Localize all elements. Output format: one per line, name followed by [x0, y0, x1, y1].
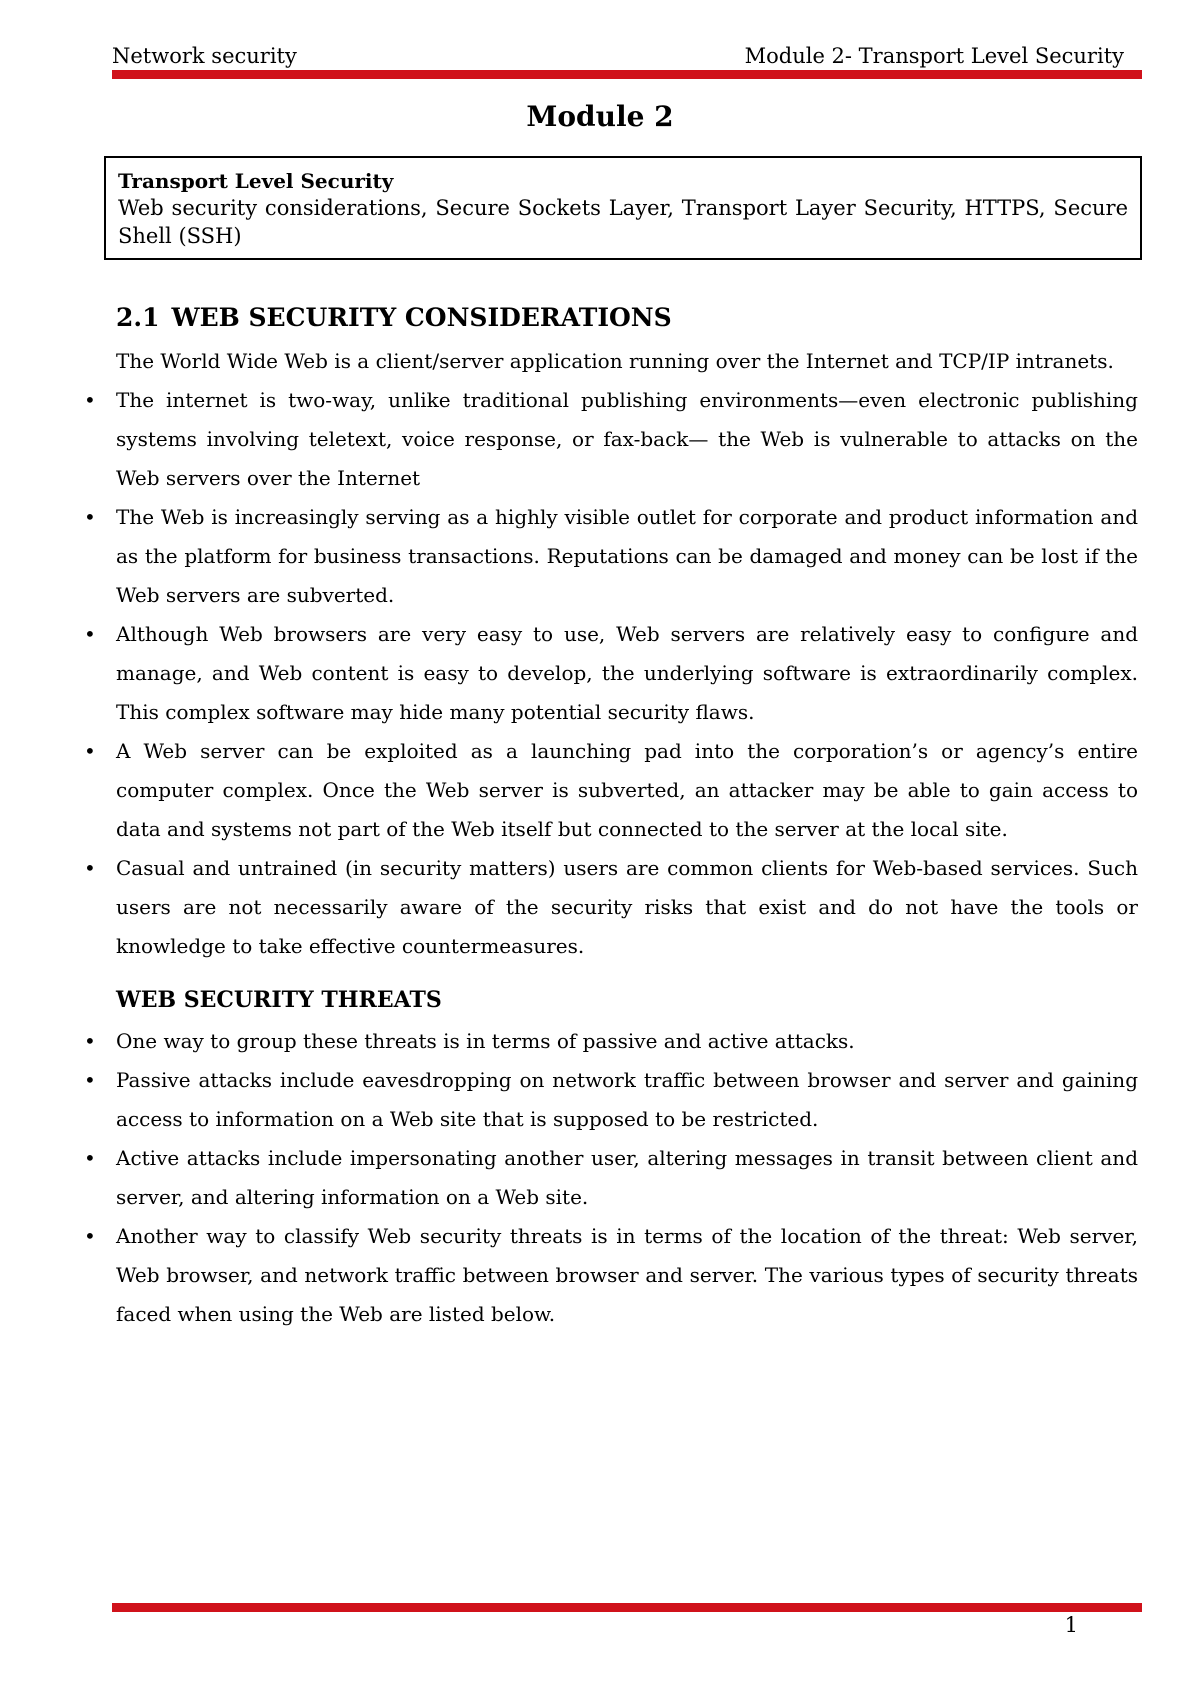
- page-number: 1: [1064, 1613, 1078, 1637]
- threats-list: [84, 1022, 1138, 1334]
- bullet-icon: •: [84, 1029, 96, 1053]
- list-item: • Active attacks include impersonating another user, altering messages in transit between client and server, and altering information on a Web site.: [116, 1139, 1138, 1217]
- bullet-icon: •: [84, 1068, 96, 1092]
- header-right: Module 2- Transport Level Security: [744, 44, 1124, 68]
- bullet-icon: •: [84, 1224, 96, 1248]
- section-heading: [116, 300, 1138, 336]
- threats-heading: WEB SECURITY THREATS: [116, 987, 442, 1013]
- list-item: • The Web is increasingly serving as a highly visible outlet for corporate and product information and as the platform for business transactions. Reputations can be damaged and money can be lost if the Web servers are subverted.: [116, 498, 1138, 615]
- list-item: • Passive attacks include eavesdropping on network traffic between browser and server and gaining access to information on a Web site that is supposed to be restricted.: [116, 1061, 1138, 1139]
- section-title: WEB SECURITY CONSIDERATIONS: [171, 303, 672, 332]
- list-item: • The internet is two-way, unlike traditional publishing environments—even electronic publishing systems involving teletext, voice response, or fax-back— the Web is vulnerable to attacks on the Web servers over the Internet: [116, 381, 1138, 498]
- bullet-icon: •: [84, 739, 96, 763]
- header-left: Network security: [112, 44, 297, 68]
- bullet-icon: •: [84, 388, 96, 412]
- list-item: • One way to group these threats is in terms of passive and active attacks.: [116, 1022, 1138, 1061]
- list-item: • Another way to classify Web security threats is in terms of the location of the threat: Web server, Web browser, and network traffic between browser and server. The various types of security threats faced when using the Web are listed below.: [116, 1217, 1138, 1334]
- module-title: Module 2: [526, 100, 674, 133]
- list-item: • Although Web browsers are very easy to use, Web servers are relatively easy to configure and manage, and Web content is easy to develop, the underlying software is extraordinarily complex. This complex software may hide many potential security flaws.: [116, 615, 1138, 732]
- syllabus-box-title: Transport Level Security: [118, 169, 394, 193]
- bullet-icon: •: [84, 505, 96, 529]
- considerations-list: [84, 381, 1138, 966]
- bullet-icon: •: [84, 622, 96, 646]
- main-content: [84, 300, 1138, 1334]
- syllabus-box: [104, 156, 1142, 260]
- section-intro: The World Wide Web is a client/server application running over the Internet and TCP/IP intranets.: [116, 349, 1114, 373]
- list-item: • A Web server can be exploited as a launching pad into the corporation’s or agency’s entire computer complex. Once the Web server is subverted, an attacker may be able to gain access to data and systems not part of the Web itself but connected to the server at the local site.: [116, 732, 1138, 849]
- section-number: 2.1: [116, 303, 160, 332]
- bullet-icon: •: [84, 1146, 96, 1170]
- list-item: • Casual and untrained (in security matters) users are common clients for Web-based services. Such users are not necessarily aware of the security risks that exist and do not have the tools or knowledge to take effective countermeasures.: [116, 849, 1138, 966]
- footer-rule: [112, 1603, 1142, 1612]
- bullet-icon: •: [84, 856, 96, 880]
- header-rule: [112, 70, 1142, 79]
- syllabus-box-text: Web security considerations, Secure Sockets Layer, Transport Layer Security, HTTPS, Secure Shell (SSH): [118, 196, 1128, 248]
- page-header: [112, 42, 1142, 70]
